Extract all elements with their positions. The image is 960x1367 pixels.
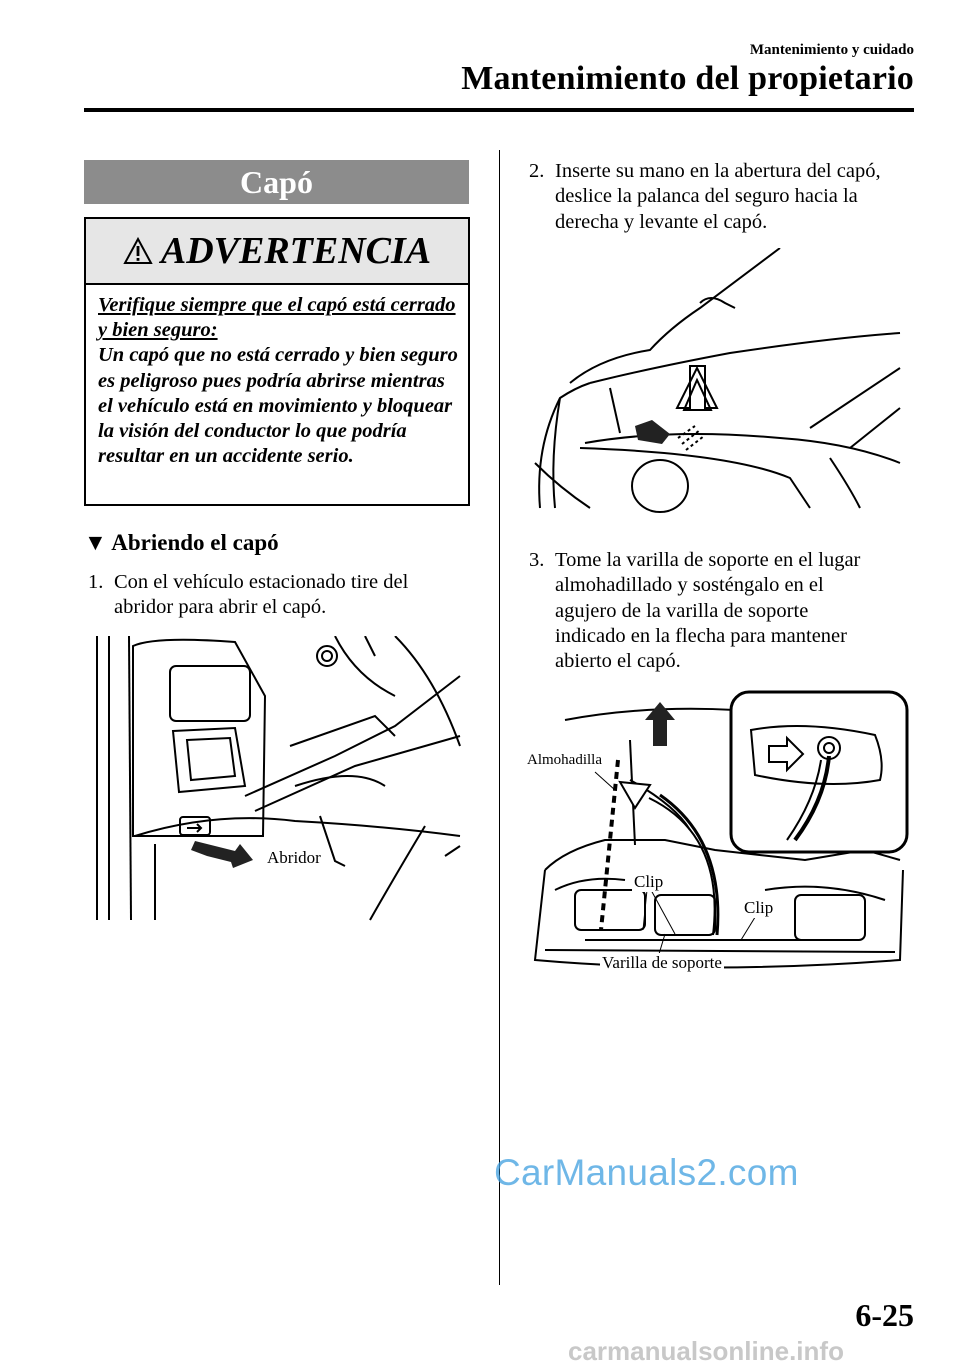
step-text: agujero de la varilla de soporte bbox=[555, 599, 809, 622]
triangle-marker-icon: ▼ bbox=[84, 530, 107, 555]
hood-release-figure bbox=[95, 636, 465, 922]
step-text: almohadillado y sosténgalo en el bbox=[555, 574, 824, 597]
label-support-rod: Varilla de soporte bbox=[602, 953, 722, 972]
subsection-heading bbox=[84, 530, 279, 556]
warning-lead: Verifique siempre que el capó está cerrado y bien seguro: bbox=[98, 294, 456, 342]
warning-triangle-icon bbox=[123, 237, 153, 265]
step-text: derecha y levante el capó. bbox=[555, 210, 768, 233]
chapter-title: Mantenimiento y cuidado bbox=[749, 42, 914, 58]
step-number: 1. bbox=[88, 571, 104, 593]
step-2 bbox=[529, 159, 881, 235]
support-rod-figure bbox=[525, 690, 913, 980]
step-text: Con el vehículo estacionado tire del bbox=[114, 571, 409, 593]
label-clip-1: Clip bbox=[634, 872, 664, 891]
warning-text bbox=[86, 285, 468, 469]
warning-title: ADVERTENCIA bbox=[160, 230, 432, 272]
step-3 bbox=[529, 548, 860, 674]
warning-header bbox=[86, 219, 468, 285]
column-divider bbox=[499, 150, 500, 1285]
footer-site: carmanualsonline.info bbox=[568, 1336, 844, 1366]
label-pad: Almohadilla bbox=[527, 752, 602, 768]
step-text: Inserte su mano en la abertura del capó, bbox=[555, 160, 881, 182]
label-clip-2: Clip bbox=[744, 898, 774, 917]
page-title: Mantenimiento del propietario bbox=[461, 60, 914, 97]
step-number: 2. bbox=[529, 160, 545, 182]
step-1 bbox=[88, 570, 408, 621]
step-text: abridor para abrir el capó. bbox=[114, 596, 327, 619]
step-text: indicado en la flecha para mantener bbox=[555, 624, 847, 647]
warning-body: Un capó que no está cerrado y bien seguro es peligroso pues podría abrirse mientras el vehículo está en movimiento y bloquear la visión del conductor lo que podría resultar en un accidente serio. bbox=[98, 344, 458, 468]
subsection-title: Abriendo el capó bbox=[111, 530, 279, 555]
page-number: 6-25 bbox=[855, 1297, 914, 1333]
step-text: Tome la varilla de soporte en el lugar bbox=[555, 549, 861, 571]
warning-box bbox=[84, 217, 470, 506]
section-banner: Capó bbox=[84, 160, 469, 204]
hood-latch-figure bbox=[530, 248, 910, 526]
step-number: 3. bbox=[529, 549, 545, 571]
step-text: deslice la palanca del seguro hacia la bbox=[555, 185, 858, 208]
header-rule bbox=[84, 108, 914, 112]
step-text: abierto el capó. bbox=[555, 650, 681, 673]
label-opener: Abridor bbox=[267, 848, 321, 867]
watermark-text: CarManuals2.com bbox=[494, 1152, 799, 1193]
